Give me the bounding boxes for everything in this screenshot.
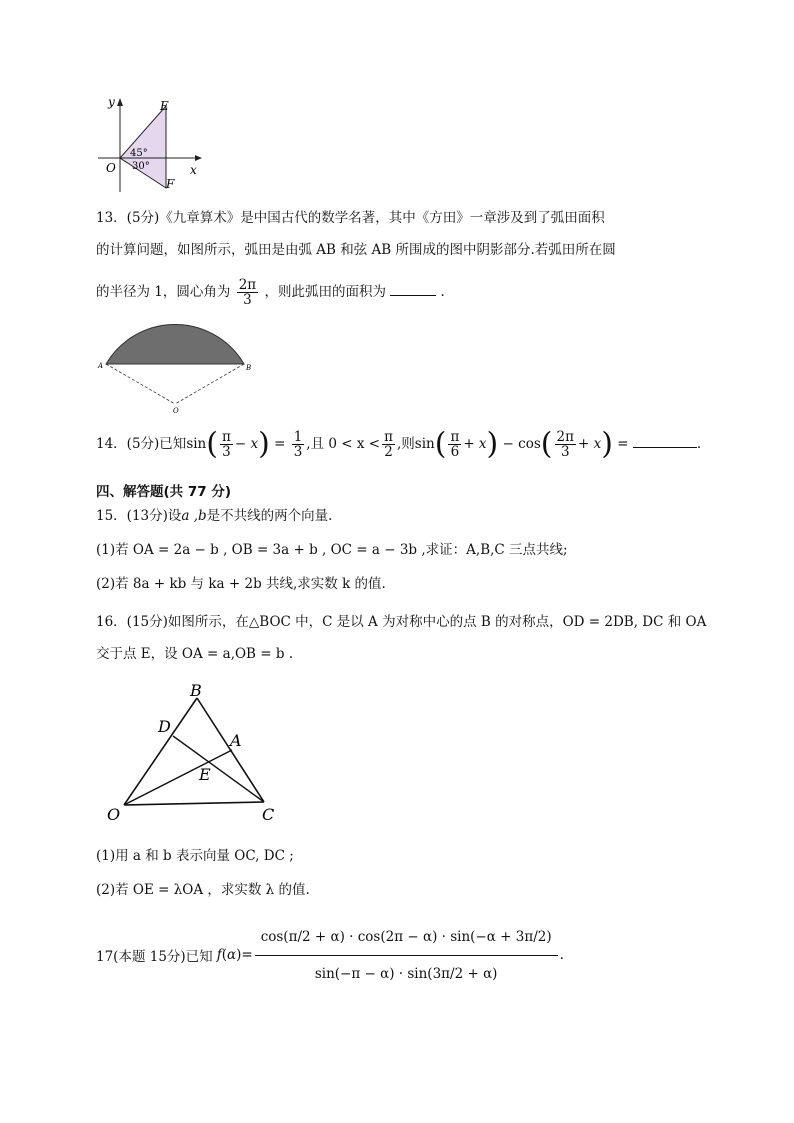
q14-pi-b: π	[384, 429, 393, 445]
q14-plus-x-b: + x	[577, 436, 602, 452]
tri-label-a: A	[230, 731, 242, 750]
point-a-label: A	[98, 362, 104, 370]
q13-line3	[96, 272, 445, 312]
q13-line3-end: .	[440, 284, 445, 300]
q13-angle-fraction	[237, 278, 258, 307]
figure-arc-field	[96, 324, 256, 416]
q15-part1: (1)若 OA = 2a − b , OB = 3a + b , OC = a − 3b ,求证：A,B,C 三点共线;	[96, 542, 568, 558]
q13-line1: 13．(5分)《九章算术》是中国古代的数学名著，其中《方田》一章涉及到了弧田面积	[96, 210, 605, 226]
q17-eq: =	[241, 947, 253, 963]
q15-part2: (2)若 8a + kb 与 ka + 2b 共线,求实数 k 的值.	[96, 576, 386, 592]
q14-cond: ,且 0 < x <	[306, 436, 381, 452]
q15-line1	[96, 506, 332, 526]
angle-30-label: 30°	[132, 161, 150, 172]
x-axis-label: x	[190, 163, 197, 177]
q13-line3-post: ，则此弧田的面积为	[264, 284, 386, 300]
q14-minus-x: − x	[234, 436, 259, 452]
point-b-label: B	[246, 364, 252, 372]
q14-frac-pi-6	[448, 430, 461, 459]
q17-denominator: sin(−π − α) · sin(3π/2 + α)	[314, 965, 498, 982]
tri-label-c: C	[262, 805, 275, 822]
q15-post: 是不共线的两个向量.	[206, 508, 333, 524]
q14-frac-2pi-3	[555, 430, 576, 459]
q14-plus-x: + x	[463, 436, 487, 452]
point-f-label: F	[166, 177, 175, 191]
q17-alpha: α	[226, 947, 237, 963]
point-o-label: O	[173, 407, 179, 415]
q14-frac-1-3	[292, 430, 305, 459]
q16-part2: (2)若 OE = λOA ，求实数 λ 的值.	[96, 882, 310, 898]
q14-pi-c: π	[450, 429, 460, 445]
q14-six: 6	[450, 444, 460, 460]
q14-frac-pi-2	[382, 430, 395, 459]
q14-cos: cos	[518, 436, 541, 452]
q15-vars: a ,b	[181, 508, 207, 524]
q14-one: 1	[293, 429, 303, 445]
q14-eq2: =	[617, 436, 629, 452]
q13-line3-pre: 的半径为 1，圆心角为	[96, 284, 231, 300]
q16-part1: (1)用 a 和 b 表示向量 OC, DC ;	[96, 848, 294, 864]
q14-pi: π	[221, 429, 231, 445]
shaded-segment	[106, 324, 244, 364]
q13-answer-blank[interactable]	[390, 281, 436, 296]
section-4-heading: 四、解答题(共 77 分)	[96, 484, 232, 500]
tri-label-e: E	[199, 765, 211, 784]
q14-minus: −	[502, 436, 514, 452]
q14-three-c: 3	[560, 444, 570, 460]
q14-eq1: =	[274, 436, 286, 452]
q17-numerator: cos(π/2 + α) · cos(2π − α) · sin(−α + 3π/2)	[255, 919, 558, 956]
q17-line: 17(本题 15分)已知 f ( α ) = $\frac{\cos(\pi/2 + \alpha) \cdot \cos(2\pi - \alpha) \cdot \sin(-\alpha + 3\pi/2)}{\sin(-\pi - \alpha) \cdot \sin(3\pi/2 + \alpha)}$ .	[96, 912, 564, 998]
q14-end: .	[696, 436, 702, 452]
q17-fraction	[255, 919, 558, 992]
q13-frac-den: 3	[243, 292, 252, 308]
q14-two: 2	[384, 444, 393, 460]
shaded-sector	[120, 106, 166, 188]
y-axis-label: y	[108, 95, 115, 109]
q14-three: 3	[222, 444, 231, 460]
q17-f: f	[216, 947, 222, 963]
q13-line2: 的计算问题，如图所示，弧田是由弧 AB 和弦 AB 所围成的图中阴影部分.若弧田所在圆	[96, 242, 616, 258]
tri-label-d: D	[158, 717, 171, 736]
q14-two-pi: 2π	[556, 429, 574, 445]
q14-three-b: 3	[293, 444, 303, 460]
q14-then: ,则	[396, 436, 415, 452]
angle-45-label: 45°	[130, 148, 148, 159]
figure-sector-coordinates	[92, 92, 210, 194]
tri-label-b: B	[190, 681, 202, 700]
tri-label-o: O	[107, 805, 121, 822]
q14-prefix: 14．(5分)已知	[96, 436, 187, 452]
q14-answer-blank[interactable]	[633, 433, 697, 448]
q14-frac-pi-3	[220, 430, 233, 459]
q17-end: .	[559, 947, 564, 963]
q17-prefix: 17(本题 15分)已知	[96, 949, 213, 965]
q14-sin-b: sin	[414, 436, 435, 452]
q14-sin: sin	[186, 436, 207, 452]
q16-line1: 16．(15分)如图所示，在△BOC 中，C 是以 A 为对称中心的点 B 的对称点，OD = 2DB, DC 和 OA	[96, 614, 707, 630]
q15-pre: 15．(13分)设	[96, 508, 182, 524]
figure-triangle-boc	[102, 680, 292, 822]
origin-label: O	[106, 161, 116, 175]
point-e-label: E	[160, 99, 169, 113]
q14-line: 14．(5分)已知sin( $\frac{\pi}{3}$ − x) = $\frac{1}{3}$ ,且 0 < x < $\frac{\pi}{2}$ ,则sin( $\frac{\pi}{6}$ + x) − cos( $\frac{2\pi}{3}$ + x) = .	[96, 426, 702, 462]
q13-frac-num: 2π	[238, 277, 257, 293]
q16-line2: 交于点 E，设 OA = a,OB = b .	[96, 646, 294, 662]
